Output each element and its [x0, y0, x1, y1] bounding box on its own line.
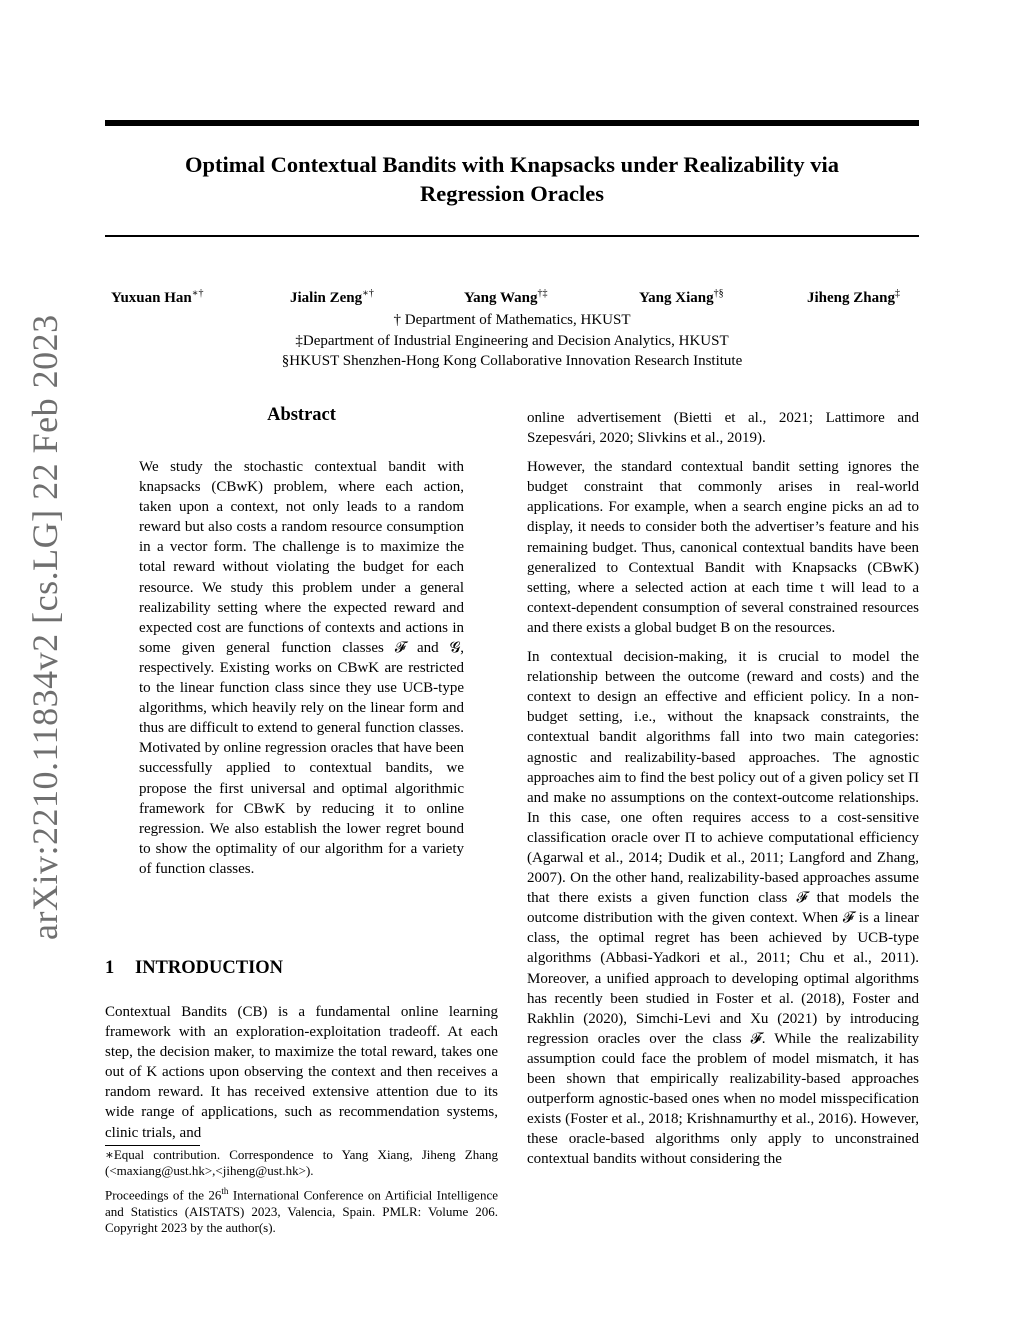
author-3-marks: †‡: [537, 288, 548, 299]
author-1-marks: ∗†: [191, 288, 204, 299]
footnotes: [105, 1147, 498, 1240]
intro-paragraph-1: Contextual Bandits (CB) is a fundamental online learning framework with an exploration-exploitation tradeoff. At each step, the decision maker, to maximize the total reward, takes one out of K actions upon observing the context and then receives a random reward. It has received extensive attention due to its wide range of applications, such as recommendation systems, clinic trials, and: [105, 1004, 498, 1141]
affiliations: [105, 310, 919, 372]
abstract-heading: Abstract: [267, 405, 336, 425]
title-top-rule: [105, 120, 919, 126]
section-heading-introduction: [105, 958, 283, 979]
paper-title: [105, 150, 919, 208]
footnote-proceedings: Proceedings of the 26th International Conference on Artificial Intelligence and Statistics (AISTATS) 2023, Valencia, Spain. PMLR: Volume 206. Copyright 2023 by the author(s).: [105, 1186, 498, 1236]
abstract-body: We study the stochastic contextual bandit with knapsacks (CBwK) problem, where each action, taken upon a context, not only leads to a random reward but also costs a random resource consumption in a vector form. The challenge is to maximize the total reward without violating the budget for each resource. We study this problem under a general realizability setting where the expected reward and expected cost are functions of contexts and actions in some given general function classes 𝓕 and 𝓖, respectively. Existing works on CBwK are restricted to the linear function class since they use UCB-type algorithms, which heavily rely on the linear form and thus are difficult to extend to general function classes. Motivated by online regression oracles that have been successfully applied to contextual bandits, we propose the first universal and optimal algorithmic framework for CBwK by reducing it to online regression. We also establish the lower regret bound to show the optimality of our algorithm for a variety of function classes.: [139, 459, 464, 877]
affiliation-2: ‡Department of Industrial Engineering and Decision Analytics, HKUST: [295, 332, 729, 349]
affiliation-1: † Department of Mathematics, HKUST: [393, 312, 631, 328]
title-line-2: Regression Oracles: [420, 181, 604, 206]
title-line-1: Optimal Contextual Bandits with Knapsacks under Realizability via: [184, 152, 840, 177]
title-bottom-rule: [105, 235, 919, 237]
author-1: Yuxuan Han∗†: [111, 288, 204, 306]
right-column: [527, 408, 919, 1178]
arxiv-identifier-stamp: arXiv:2210.11834v2 [cs.LG] 22 Feb 2023: [25, 314, 65, 940]
author-4-marks: †§: [713, 288, 724, 299]
author-2: Jialin Zeng∗†: [290, 288, 374, 306]
author-3: Yang Wang†‡: [464, 288, 548, 306]
affiliation-3: §HKUST Shenzhen-Hong Kong Collaborative Innovation Research Institute: [281, 353, 743, 369]
section-number: 1: [105, 958, 115, 978]
author-4: Yang Xiang†§: [639, 288, 724, 306]
right-paragraph-3: In contextual decision-making, it is crucial to model the relationship between the outcome (reward and costs) and the context to design an effective and efficient policy. In a non-budget setting, i.e., without the knapsack constraints, the contextual bandit algorithms fall into two main categories: agnostic and realizability-based approaches. The agnostic approaches aim to find the best policy out of a given policy set Π and make no assumptions on the context-outcome relationships. In this case, one often requires access to a cost-sensitive classification oracle over Π to achieve computational efficiency (Agarwal et al., 2014; Dudik et al., 2011; Langford and Zhang, 2007). On the other hand, realizability-based approaches assume that there exists a given function class 𝓕 that models the outcome distribution with the given context. When 𝓕 is a linear class, the optimal regret has been achieved by UCB-type algorithms (Abbasi-Yadkori et al., 2011; Chu et al., 2011). Moreover, a unified approach to developing optimal algorithms has recently been studied in Foster et al. (2018), Foster and Rakhlin (2020), Simchi-Levi and Xu (2021) by introducing regression oracles over the class 𝓕. While the realizability assumption could face the problem of model mismatch, it has been shown that empirically realizability-based approaches outperform agnostic-based ones when no model misspecification exists (Foster et al., 2018; Krishnamurthy et al., 2016). However, these oracle-based algorithms only apply to unconstrained contextual bandits without considering the: [527, 649, 919, 1168]
author-5: Jiheng Zhang‡: [807, 288, 900, 306]
right-paragraph-1: online advertisement (Bietti et al., 2021; Lattimore and Szepesvári, 2020; Slivkins et al., 2019).: [527, 410, 919, 447]
right-paragraph-2: However, the standard contextual bandit setting ignores the budget constraint that commonly arises in real-world applications. For example, when a search engine picks an ad to display, it needs to consider both the advertiser’s feature and his remaining budget. Thus, canonical contextual bandits have been generalized to Contextual Bandit with Knapsacks (CBwK) setting, where a selected action at each time t will lead to a context-dependent consumption of several constrained resources and there exists a global budget B on the resources.: [527, 459, 919, 636]
author-list: [105, 288, 919, 312]
section-title: INTRODUCTION: [135, 958, 284, 978]
footnote-rule: [105, 1145, 200, 1146]
author-5-marks: ‡: [894, 288, 900, 299]
author-2-marks: ∗†: [362, 288, 374, 299]
footnote-equal-contribution: ∗Equal contribution. Correspondence to Yang Xiang, Jiheng Zhang (<maxiang@ust.hk>,<jiheng@ust.hk>).: [105, 1147, 498, 1179]
